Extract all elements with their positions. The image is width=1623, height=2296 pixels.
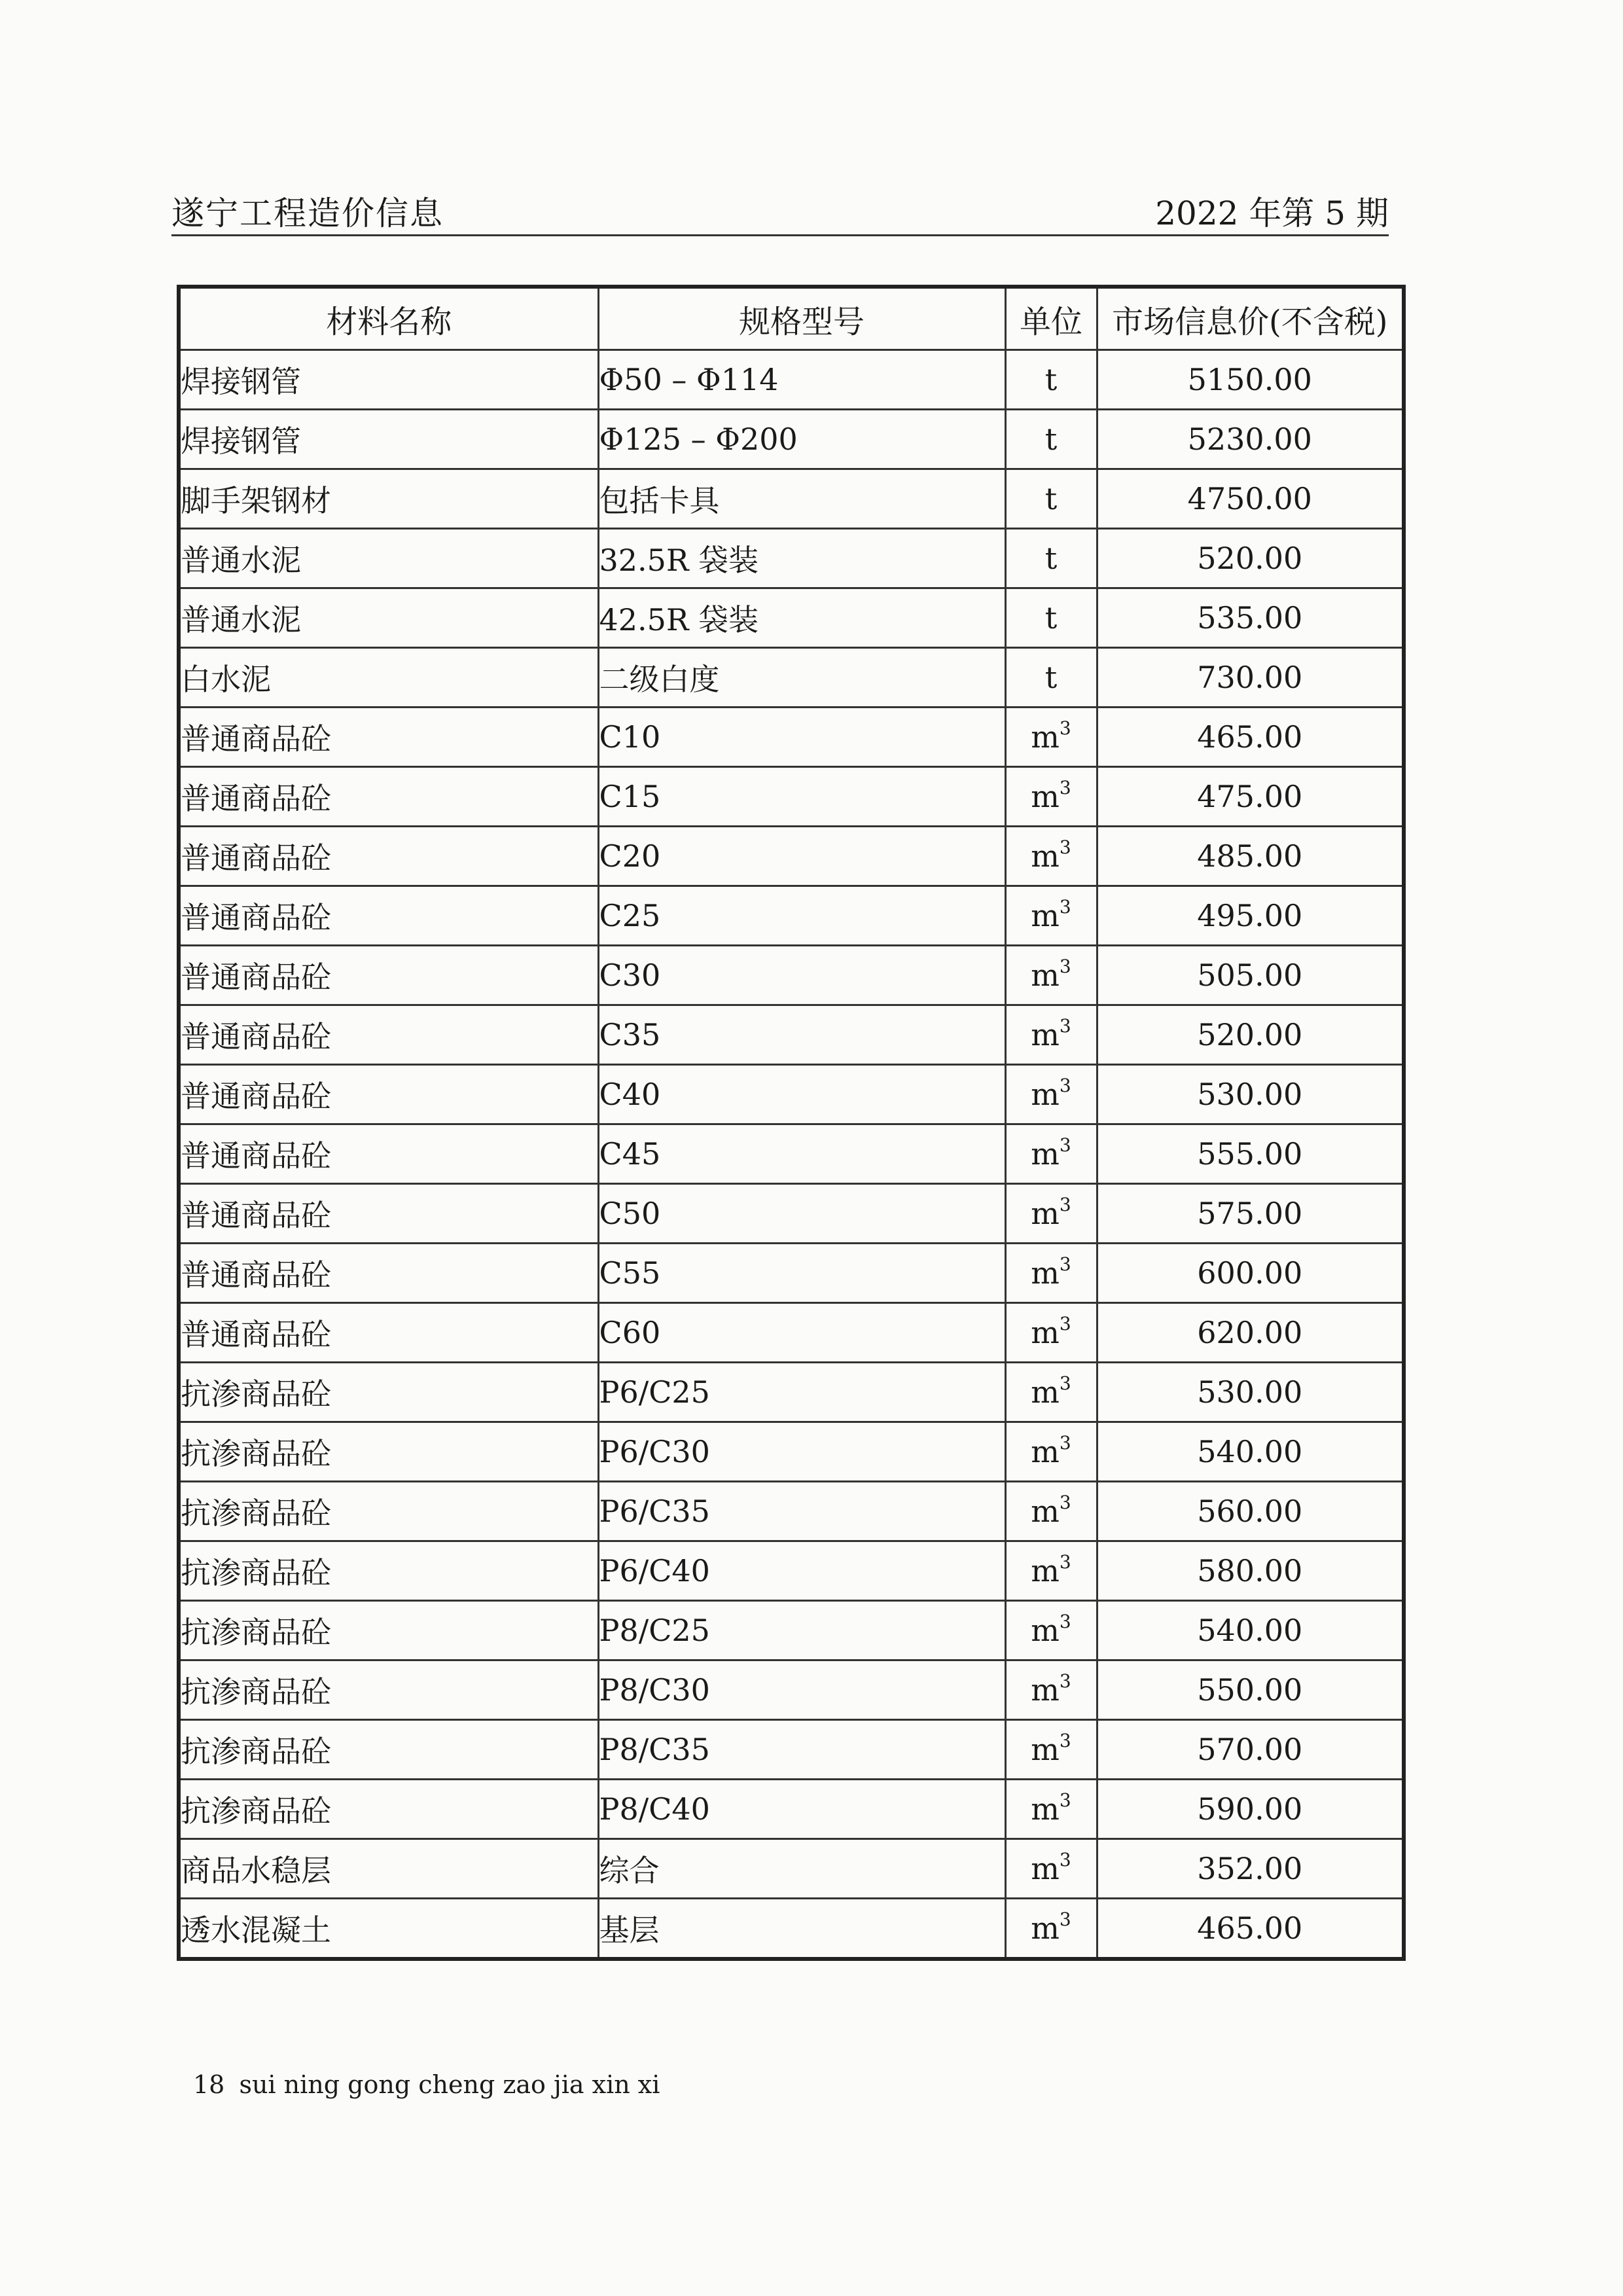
cell-spec: P8/C35 <box>598 1720 1005 1780</box>
cell-material-name: 普通商品砼 <box>179 708 598 767</box>
cell-price: 485.00 <box>1097 827 1404 886</box>
cell-spec: C30 <box>598 946 1005 1005</box>
cell-price: 600.00 <box>1097 1244 1404 1303</box>
table-row <box>179 1660 1404 1720</box>
cell-material-name: 普通商品砼 <box>179 1303 598 1363</box>
cell-price: 730.00 <box>1097 648 1404 708</box>
cell-spec: C50 <box>598 1184 1005 1244</box>
cell-spec: C25 <box>598 886 1005 946</box>
cell-material-name: 抗渗商品砼 <box>179 1363 598 1422</box>
cell-price: 505.00 <box>1097 946 1404 1005</box>
cell-spec: C15 <box>598 767 1005 827</box>
cell-unit: $m^3$ <box>1005 1899 1097 1960</box>
cell-unit: $m^3$ <box>1005 1244 1097 1303</box>
cell-unit: $m^3$ <box>1005 1124 1097 1184</box>
cell-price: 575.00 <box>1097 1184 1404 1244</box>
table-row <box>179 708 1404 767</box>
page-header <box>171 182 1389 236</box>
cell-material-name: 抗渗商品砼 <box>179 1422 598 1482</box>
cell-price: 620.00 <box>1097 1303 1404 1363</box>
cell-price: 530.00 <box>1097 1065 1404 1124</box>
cell-price: 475.00 <box>1097 767 1404 827</box>
cell-spec: C45 <box>598 1124 1005 1184</box>
cell-price: 5150.00 <box>1097 350 1404 410</box>
cell-unit: $m^3$ <box>1005 1720 1097 1780</box>
cell-material-name: 普通商品砼 <box>179 1124 598 1184</box>
cell-material-name: 普通商品砼 <box>179 1244 598 1303</box>
cell-price: 590.00 <box>1097 1780 1404 1839</box>
cell-spec: 综合 <box>598 1839 1005 1899</box>
table-row <box>179 946 1404 1005</box>
cell-unit: $m^3$ <box>1005 946 1097 1005</box>
cell-unit: $m^3$ <box>1005 1065 1097 1124</box>
table-header-row <box>179 287 1404 350</box>
cell-material-name: 脚手架钢材 <box>179 469 598 529</box>
table-row <box>179 588 1404 648</box>
table-row <box>179 1244 1404 1303</box>
cell-price: 465.00 <box>1097 708 1404 767</box>
cell-unit: $m^3$ <box>1005 767 1097 827</box>
cell-unit: t <box>1005 350 1097 410</box>
table-body <box>179 350 1404 1960</box>
cell-spec: P8/C30 <box>598 1660 1005 1720</box>
cell-price: 560.00 <box>1097 1482 1404 1541</box>
cell-material-name: 普通商品砼 <box>179 946 598 1005</box>
cell-material-name: 商品水稳层 <box>179 1839 598 1899</box>
issue-label: 2022 年第 5 期 <box>1155 194 1389 232</box>
cell-unit: $m^3$ <box>1005 1005 1097 1065</box>
table-row <box>179 1303 1404 1363</box>
cell-unit: $m^3$ <box>1005 708 1097 767</box>
cell-spec: 二级白度 <box>598 648 1005 708</box>
cell-material-name: 抗渗商品砼 <box>179 1780 598 1839</box>
cell-unit: t <box>1005 648 1097 708</box>
cell-spec: C60 <box>598 1303 1005 1363</box>
cell-unit: t <box>1005 469 1097 529</box>
table-row <box>179 1363 1404 1422</box>
cell-spec: 32.5R 袋装 <box>598 529 1005 588</box>
cell-unit: $m^3$ <box>1005 1660 1097 1720</box>
cell-spec: 包括卡具 <box>598 469 1005 529</box>
table-row <box>179 1720 1404 1780</box>
cell-price: 495.00 <box>1097 886 1404 946</box>
column-header-material: 材料名称 <box>179 287 598 350</box>
cell-unit: $m^3$ <box>1005 886 1097 946</box>
column-header-unit: 单位 <box>1005 287 1097 350</box>
table-row <box>179 1541 1404 1601</box>
cell-material-name: 抗渗商品砼 <box>179 1482 598 1541</box>
table-row <box>179 1601 1404 1660</box>
cell-price: 530.00 <box>1097 1363 1404 1422</box>
cell-price: 540.00 <box>1097 1422 1404 1482</box>
page-footer <box>193 2070 660 2099</box>
column-header-spec: 规格型号 <box>598 287 1005 350</box>
cell-spec: C40 <box>598 1065 1005 1124</box>
cell-unit: $m^3$ <box>1005 1541 1097 1601</box>
table-row <box>179 1065 1404 1124</box>
cell-material-name: 抗渗商品砼 <box>179 1541 598 1601</box>
cell-material-name: 抗渗商品砼 <box>179 1660 598 1720</box>
cell-spec: C35 <box>598 1005 1005 1065</box>
table-row <box>179 1184 1404 1244</box>
cell-price: 555.00 <box>1097 1124 1404 1184</box>
cell-material-name: 普通水泥 <box>179 588 598 648</box>
cell-material-name: 普通商品砼 <box>179 1065 598 1124</box>
table-row <box>179 410 1404 469</box>
table-row <box>179 350 1404 410</box>
cell-unit: $m^3$ <box>1005 1601 1097 1660</box>
page-number: 18 <box>193 2070 225 2099</box>
cell-spec: C20 <box>598 827 1005 886</box>
cell-unit: $m^3$ <box>1005 827 1097 886</box>
cell-price: 540.00 <box>1097 1601 1404 1660</box>
footer-pinyin: sui ning gong cheng zao jia xin xi <box>239 2070 660 2099</box>
table-row <box>179 1839 1404 1899</box>
cell-spec: P6/C40 <box>598 1541 1005 1601</box>
cell-unit: t <box>1005 410 1097 469</box>
table-row <box>179 827 1404 886</box>
cell-spec: C10 <box>598 708 1005 767</box>
table-row <box>179 886 1404 946</box>
cell-material-name: 透水混凝土 <box>179 1899 598 1960</box>
column-header-price: 市场信息价(不含税) <box>1097 287 1404 350</box>
cell-spec: C55 <box>598 1244 1005 1303</box>
cell-price: 352.00 <box>1097 1839 1404 1899</box>
table-row <box>179 1780 1404 1839</box>
cell-spec: Φ125 – Φ200 <box>598 410 1005 469</box>
cell-spec: P6/C25 <box>598 1363 1005 1422</box>
publication-title: 遂宁工程造价信息 <box>171 194 444 232</box>
cell-spec: 42.5R 袋装 <box>598 588 1005 648</box>
cell-material-name: 普通商品砼 <box>179 767 598 827</box>
cell-unit: t <box>1005 588 1097 648</box>
cell-unit: $m^3$ <box>1005 1422 1097 1482</box>
cell-price: 4750.00 <box>1097 469 1404 529</box>
cell-spec: 基层 <box>598 1899 1005 1960</box>
cell-spec: P8/C40 <box>598 1780 1005 1839</box>
table-row <box>179 1482 1404 1541</box>
cell-material-name: 白水泥 <box>179 648 598 708</box>
cell-price: 570.00 <box>1097 1720 1404 1780</box>
cell-material-name: 普通商品砼 <box>179 827 598 886</box>
cell-spec: P6/C35 <box>598 1482 1005 1541</box>
cell-price: 535.00 <box>1097 588 1404 648</box>
cell-unit: $m^3$ <box>1005 1303 1097 1363</box>
cell-spec: P6/C30 <box>598 1422 1005 1482</box>
cell-unit: $m^3$ <box>1005 1482 1097 1541</box>
cell-unit: t <box>1005 529 1097 588</box>
table-row <box>179 1422 1404 1482</box>
cell-material-name: 普通水泥 <box>179 529 598 588</box>
cell-unit: $m^3$ <box>1005 1780 1097 1839</box>
cell-spec: Φ50 – Φ114 <box>598 350 1005 410</box>
cell-price: 5230.00 <box>1097 410 1404 469</box>
price-table <box>177 285 1406 1961</box>
cell-material-name: 普通商品砼 <box>179 886 598 946</box>
cell-material-name: 普通商品砼 <box>179 1184 598 1244</box>
cell-price: 465.00 <box>1097 1899 1404 1960</box>
cell-material-name: 抗渗商品砼 <box>179 1720 598 1780</box>
cell-unit: $m^3$ <box>1005 1839 1097 1899</box>
table-row <box>179 767 1404 827</box>
table-row <box>179 1005 1404 1065</box>
cell-spec: P8/C25 <box>598 1601 1005 1660</box>
table-row <box>179 1899 1404 1960</box>
cell-material-name: 抗渗商品砼 <box>179 1601 598 1660</box>
cell-material-name: 普通商品砼 <box>179 1005 598 1065</box>
cell-material-name: 焊接钢管 <box>179 350 598 410</box>
table-row <box>179 648 1404 708</box>
cell-unit: $m^3$ <box>1005 1363 1097 1422</box>
table-row <box>179 469 1404 529</box>
cell-price: 520.00 <box>1097 1005 1404 1065</box>
cell-price: 550.00 <box>1097 1660 1404 1720</box>
table-row <box>179 529 1404 588</box>
cell-unit: $m^3$ <box>1005 1184 1097 1244</box>
cell-price: 580.00 <box>1097 1541 1404 1601</box>
table-row <box>179 1124 1404 1184</box>
cell-material-name: 焊接钢管 <box>179 410 598 469</box>
cell-price: 520.00 <box>1097 529 1404 588</box>
